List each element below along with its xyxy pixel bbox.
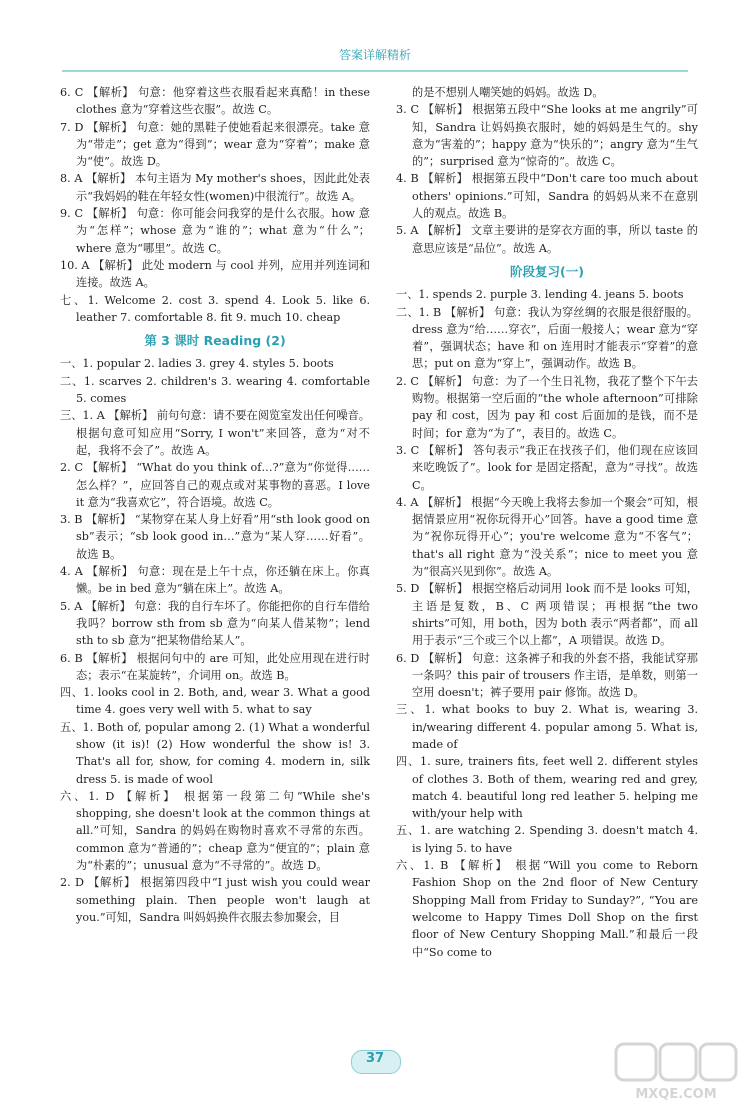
answer-item: 3. C 【解析】 根据第五段中“She looks at me angrily”可知，Sandra 让妈妈换衣服时，她的妈妈是生气的。shy 意为“害羞的”；happy 意为“快乐的”；angry 意为“生气的”；surprised 意为“惊奇的”。故选 C。 (396, 103, 698, 169)
page-number: 37 (365, 1051, 385, 1066)
answer-item: 2. D 【解析】 根据第四段中“I just wish you could wear something plain. Then people won't laugh at you.”可知，Sandra 叫妈妈换件衣服去参加聚会，目 (60, 876, 370, 924)
answer-item-continued: 的是不想别人嘲笑她的妈妈。故选 D。 (412, 86, 604, 99)
answer-section: 五、1. are watching 2. Spending 3. doesn't match 4. is lying 5. to have (396, 824, 698, 855)
answer-item: 8. A 【解析】 本句主语为 My mother's shoes，因此此处表示“我妈妈的鞋在年轻女性(women)中很流行”。故选 A。 (60, 172, 370, 203)
answer-section: 三、1. A 【解析】 前句句意：请不要在阅览室发出任何噪音。根据句意可知应用“Sorry, I won't”来回答，意为“对不起，我将不会了”。故选 A。 (60, 409, 370, 457)
answer-section: 六、1. D 【解析】 根据第一段第二句“While she's shopping, she doesn't look at the common things at all.”可知，Sandra 的妈妈在购物时喜欢不寻常的东西。common 意为“普通的”；cheap 意为“便宜的”；plain 意为“朴素的”；unusual 意为“不寻常的”。故选 D。 (60, 789, 370, 873)
answer-item: 7. D 【解析】 句意：她的黑鞋子使她看起来很漂亮。take 意为“带走”；get 意为“得到”；wear 意为“穿着”；make 意为“使”。故选 D。 (60, 120, 370, 169)
answer-item: 5. A 【解析】 文章主要讲的是穿衣方面的事，所以 taste 的意思应该是“品位”。故选 A。 (396, 224, 698, 255)
lesson-heading: 第 3 课时 Reading (2) (144, 333, 286, 349)
answer-item: 9. C 【解析】 句意：你可能会问我穿的是什么衣服。how 意为“怎样”；whose 意为“谁的”；what 意为“什么”；where 意为“哪里”。故选 C。 (60, 207, 370, 255)
answer-item: 6. B 【解析】 根据问句中的 are 可知，此处应用现在进行时态；表示“在某旋转”，介词用 on。故选 B。 (60, 651, 370, 682)
review-heading: 阶段复习(一) (510, 263, 584, 279)
answer-item: 5. A 【解析】 句意：我的自行车坏了。你能把你的自行车借给我吗？borrow sth from sb 意为“向某人借某物”；lend sth to sb 意为“把某物借给某人”。 (60, 599, 370, 648)
answer-item: 4. B 【解析】 根据第五段中“Don't care too much about others' opinions.”可知，Sandra 的妈妈从来不在意别人的观点。故选 B。 (396, 172, 698, 221)
answer-section: 六、1. B 【解析】 根据“Will you come to Reborn Fashion Shop on the 2nd floor of New Century Shopping Mall from Friday to Sunday?”, “You are welcome to Happy Times Doll Shop on the first floor of New Century Shopping Mall.”和最后一段中“So come to (396, 859, 698, 959)
header-title: 答案详解精析 (338, 48, 411, 62)
answer-item: 6. D 【解析】 句意：这条裤子和我的外套不搭，我能试穿那一条吗？this pair of trousers 作主语，是单数，则第一空用 doesn't；裤子要用 pair 修饰。故选 D。 (396, 651, 698, 700)
watermark-text: MXQE.COM (635, 1087, 717, 1102)
watermark-logo (612, 1040, 740, 1104)
answer-item: 6. C 【解析】 句意：他穿着这些衣服看起来真酷！in these clothes 意为“穿着这些衣服”。故选 C。 (60, 86, 370, 117)
answer-section: 二、1. B 【解析】 句意：我认为穿丝绸的衣服是很舒服的。dress 意为“给……穿衣”，后面一般接人；wear 意为“穿着”，强调状态；have 和 on 连用时才能表示“穿着”的意思；put on 意为“穿上”，强调动作。故选 B。 (396, 305, 698, 371)
answer-item: 5. D 【解析】 根据空格后动词用 look 而不是 looks 可知，主语是复数，B、C 两项错误；再根据“the two shirts”可知，用 both，因为 both 表示“两者都”，而 all 用于表示“三个或三个以上都”，A 项错误。故选 D。 (396, 582, 698, 648)
answer-item: 2. C 【解析】 句意：为了一个生日礼物，我花了整个下午去购物。根据第一空后面的“the whole afternoon”可排除 pay 和 cost，因为 pay 和 cost 后面加的是钱，而不是时间；for 意为“为了”，表目的。故选 C。 (396, 374, 698, 440)
answer-section: 一、1. popular 2. ladies 3. grey 4. styles 5. boots (60, 357, 334, 371)
answer-item: 4. A 【解析】 根据“今天晚上我将去参加一个聚会”可知，根据情景应用“祝你玩得开心”回答。have a good time 意为“祝你玩得开心”；you're welcome 意为“不客气”；that's all right 意为“没关系”；nice to meet you 意为“很高兴见到你”。故选 A。 (396, 495, 698, 579)
answer-item: 10. A 【解析】 此处 modern 与 cool 并列，应用并列连词和连接。故选 A。 (60, 258, 370, 290)
answer-item: 2. C 【解析】 “What do you think of…?”意为“你觉得……怎么样？”，应回答自己的观点或对某事物的喜恶。I love it 意为“我喜欢它”，符合语境。故选 C。 (60, 461, 370, 509)
answer-section: 四、1. looks cool in 2. Both, and, wear 3. What a good time 4. goes very well with 5. what to say (60, 686, 370, 717)
answer-section: 七、1. Welcome 2. cost 3. spend 4. Look 5. like 6. leather 7. comfortable 8. fit 9. much 10. cheap (60, 293, 370, 324)
left-column (60, 84, 370, 926)
answer-item: 3. C 【解析】 答句表示“我正在找孩子们，他们现在应该回来吃晚饭了”。look for 是固定搭配，意为“寻找”。故选 C。 (396, 443, 698, 492)
answer-section: 二、1. scarves 2. children's 3. wearing 4. comfortable 5. comes (60, 374, 370, 406)
right-column (396, 84, 698, 961)
answer-section: 四、1. sure, trainers fits, feet well 2. different styles of clothes 3. Both of them, wearing red and grey, match 4. beautiful long red leather 5. helping me with/your help with (396, 755, 698, 821)
answer-section: 三、1. what books to buy 2. What is, wearing 3. in/wearing different 4. popular among 5. What is, made of (396, 703, 698, 751)
header-divider (62, 70, 688, 72)
answer-item: 4. A 【解析】 句意：现在是上午十点，你还躺在床上。你真懒。be in bed 意为“躺在床上”。故选 A。 (60, 565, 370, 596)
answer-item: 3. B 【解析】 “某物穿在某人身上好看”用“sth look good on sb”表示；“sb look good in…”意为“某人穿……好看”。故选 B。 (60, 513, 370, 561)
answer-section: 一、1. spends 2. purple 3. lending 4. jeans 5. boots (396, 288, 684, 302)
answer-section: 五、1. Both of, popular among 2. (1) What a wonderful show (it is)! (2) How wonderful the show is! 3. That's all for, show, for coming 4. modern in, silk dress 5. is made of wool (60, 720, 370, 786)
